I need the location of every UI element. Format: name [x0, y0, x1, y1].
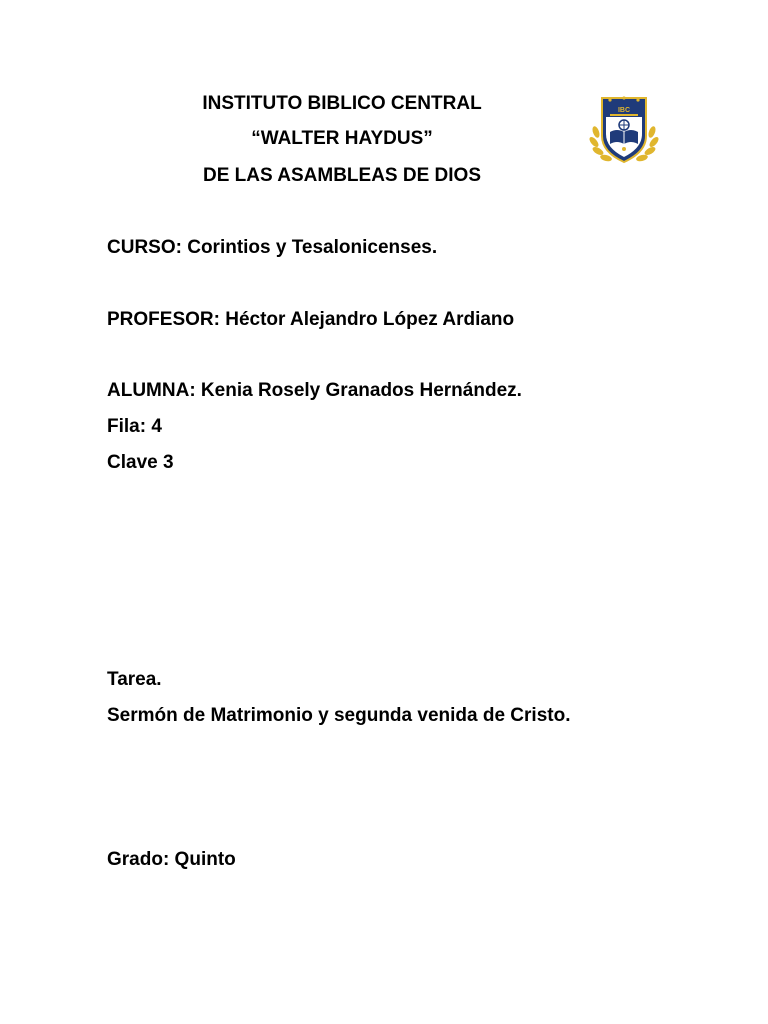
student-field: ALUMNA: Kenia Rosely Granados Hernández. [107, 380, 522, 401]
professor-field: PROFESOR: Héctor Alejandro López Ardiano [107, 309, 515, 330]
logo-text: IBC [617, 107, 631, 114]
institution-affiliation: DE LAS ASAMBLEAS DE DIOS [203, 165, 481, 186]
shield-crest-logo-icon [588, 92, 660, 166]
assignment-title: Sermón de Matrimonio y segunda venida de Cristo. [107, 705, 571, 726]
key-field: Clave 3 [107, 452, 174, 473]
institution-title: INSTITUTO BIBLICO CENTRAL [202, 93, 482, 114]
course-field: CURSO: Corintios y Tesalonicenses. [107, 237, 438, 258]
assignment-type: Tarea. [107, 669, 162, 690]
institution-subtitle: “WALTER HAYDUS” [251, 128, 433, 149]
grade-field: Grado: Quinto [107, 849, 236, 870]
row-field: Fila: 4 [107, 416, 162, 437]
